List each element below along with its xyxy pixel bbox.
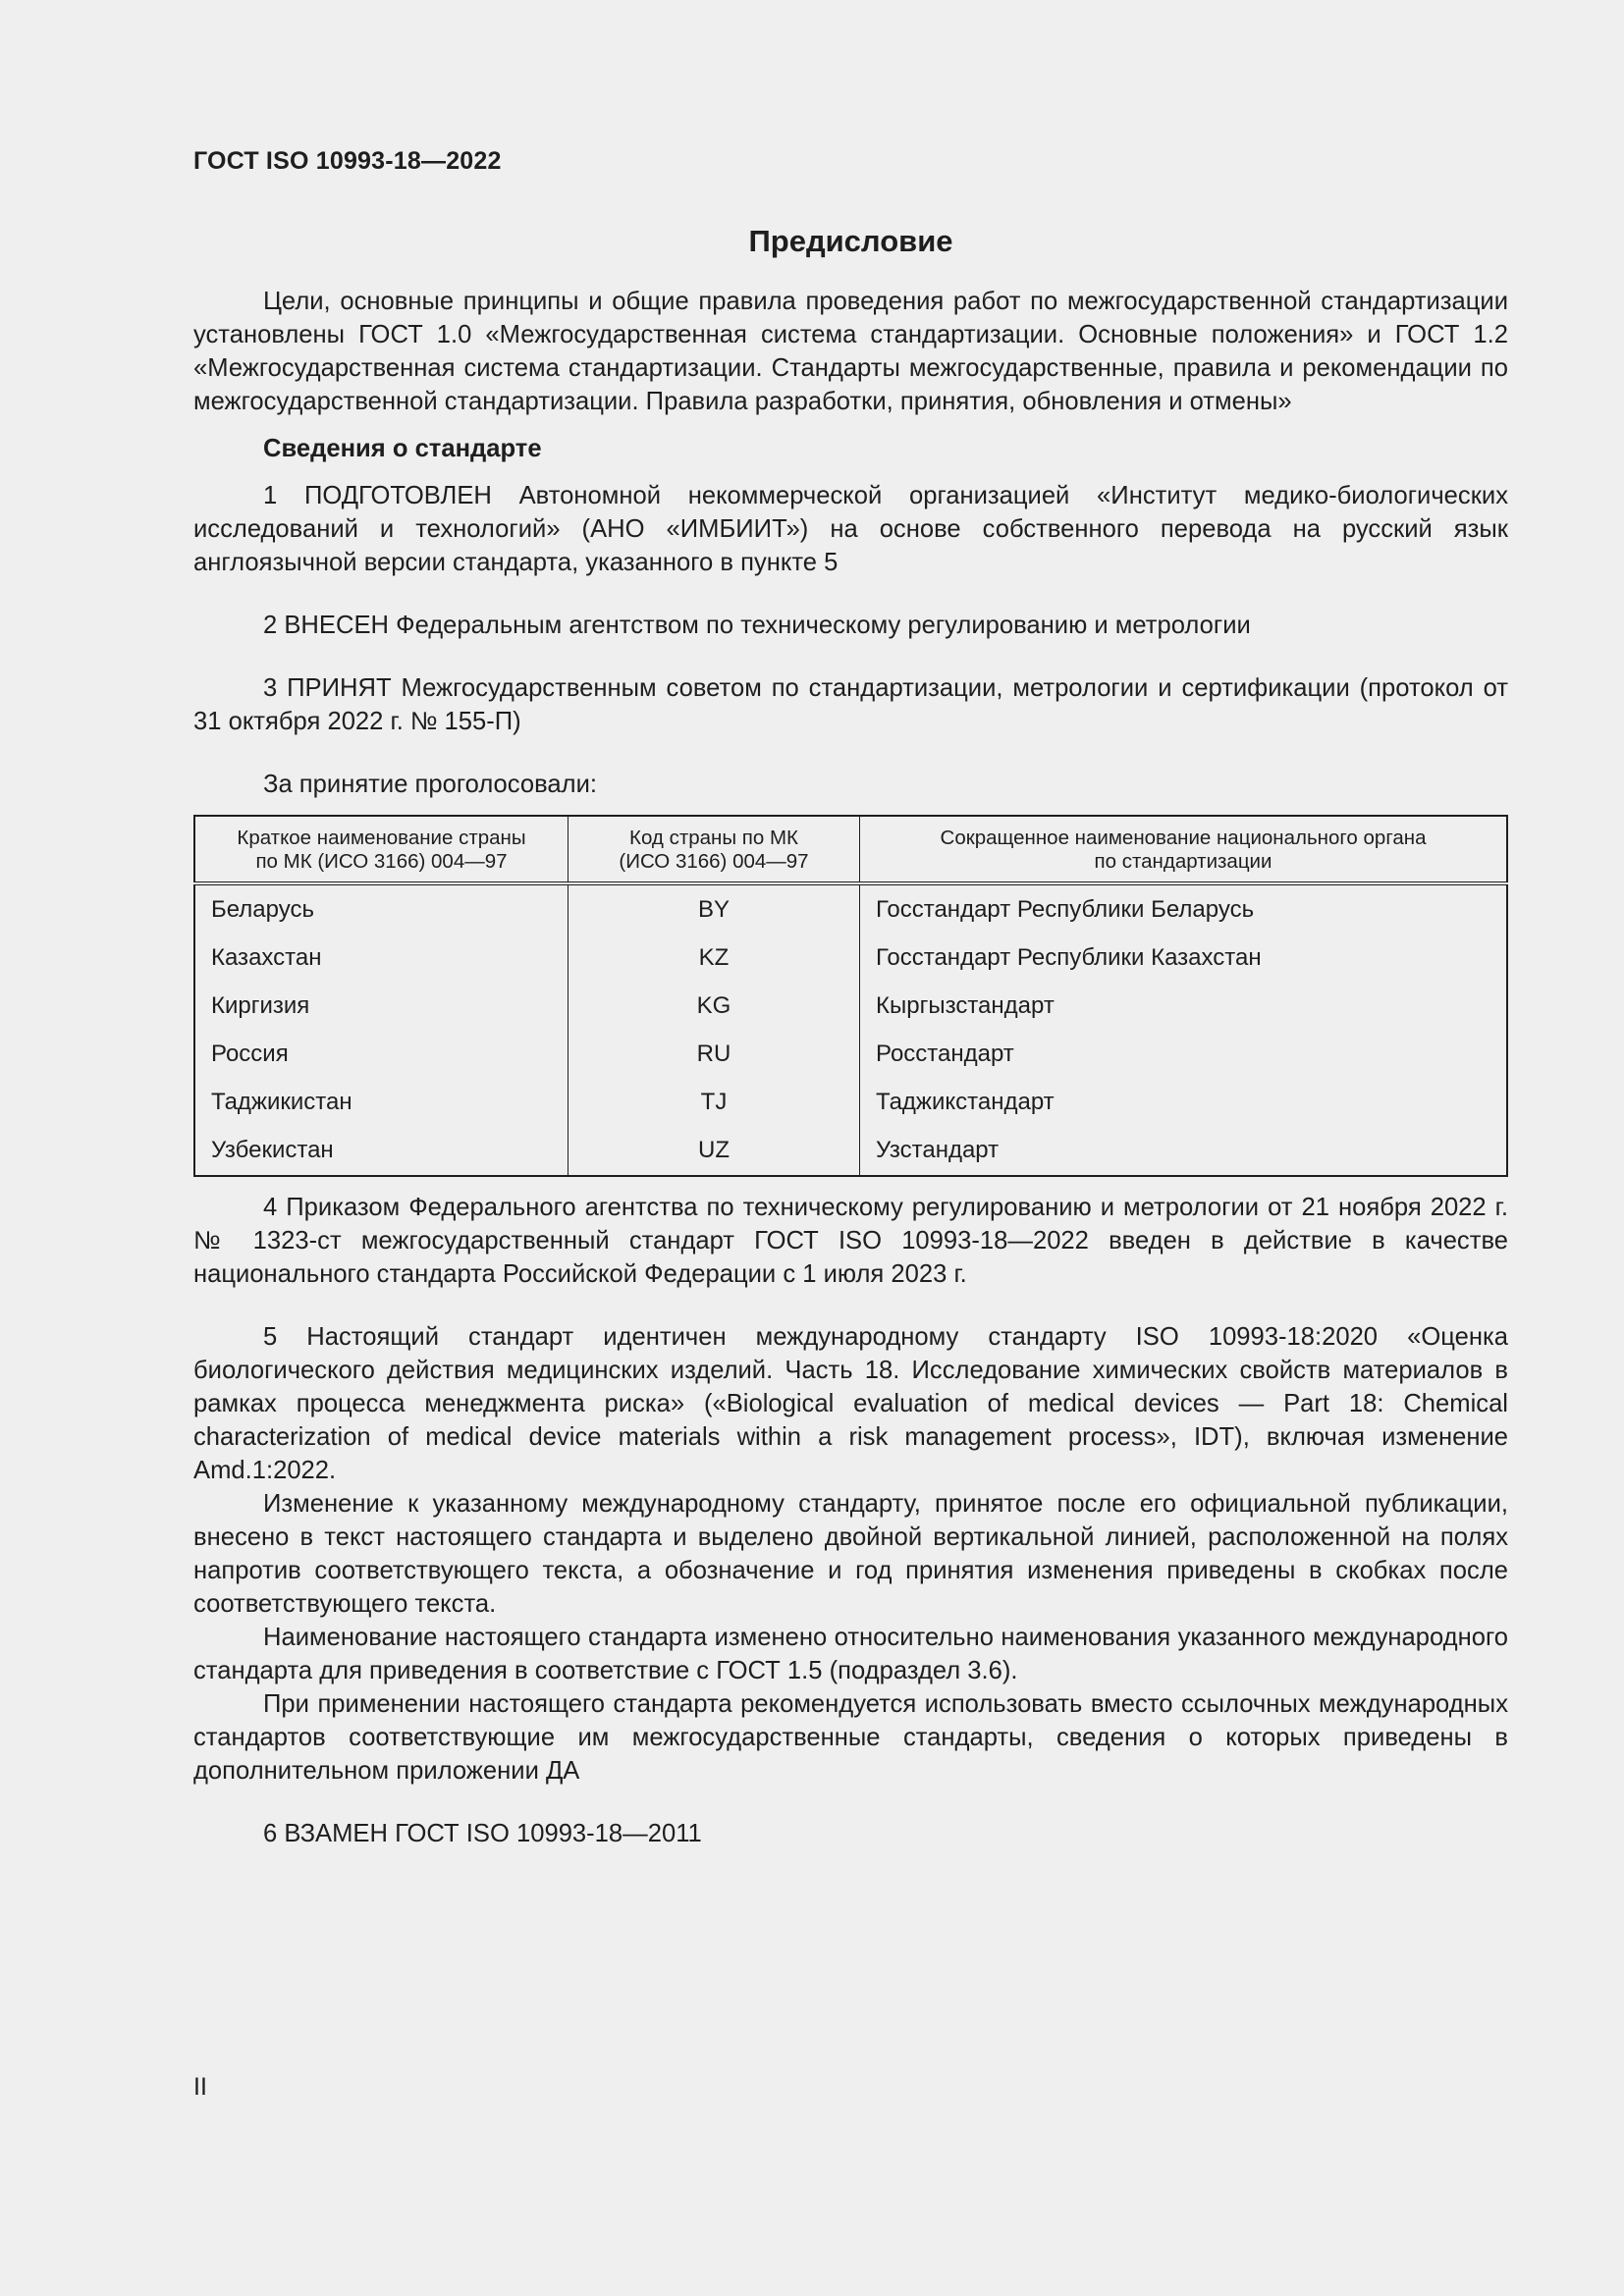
country-cell: Узбекистан: [211, 1137, 334, 1163]
code-cell: BY: [568, 883, 860, 934]
item-2-paragraph: 2 ВНЕСЕН Федеральным агентством по техническому регулированию и метрологии: [263, 612, 1251, 639]
item-5-title-change-paragraph: Наименование настоящего стандарта изменено относительно наименования указанного международного стандарта для приведения в соответствие с ГОСТ 1.5 (подраздел 3.6).: [193, 1624, 1508, 1684]
item-5-paragraph: 5 Настоящий стандарт идентичен международному стандарту ISO 10993-18:2020 «Оценка биологического действия медицинских изделий. Часть 18. Исследование химических свойств материалов в рамках процесса менеджмента риска» («Biological evaluation of medical devices — Part 18: Chemical characterization of medical device materials within a risk management process», IDT), включая изменение Amd.1:2022.: [193, 1323, 1508, 1484]
item-5-amendment-paragraph: Изменение к указанному международному стандарту, принятое после его официальной публикации, внесено в текст настоящего стандарта и выделено двойной вертикальной линией, расположенной на полях напротив соответствующего текста, а обозначение и год принятия изменения приведены в скобках после соответствующего текста.: [193, 1490, 1508, 1618]
voting-countries-table: [193, 815, 1508, 1177]
country-cell: Беларусь: [211, 896, 314, 923]
body-cell: Узстандарт: [860, 1127, 1508, 1176]
body-cell: Таджикстандарт: [860, 1079, 1508, 1127]
code-cell: TJ: [568, 1079, 860, 1127]
document-page: [193, 0, 1508, 2296]
item-6-paragraph: 6 ВЗАМЕН ГОСТ ISO 10993-18—2011: [263, 1820, 702, 1847]
item-3-paragraph: 3 ПРИНЯТ Межгосударственным советом по стандартизации, метрологии и сертификации (протокол от 31 октября 2022 г. № 155-П): [193, 674, 1508, 735]
country-cell: Таджикистан: [211, 1089, 352, 1115]
document-code: ГОСТ ISO 10993-18—2022: [193, 147, 502, 175]
body-cell: Росстандарт: [860, 1031, 1508, 1079]
item-1-paragraph: 1 ПОДГОТОВЛЕН Автономной некоммерческой организацией «Институт медико-биологических исследований и технологий» (АНО «ИМБИИТ») на основе собственного перевода на русский язык англоязычной версии стандарта, указанного в пункте 5: [193, 482, 1508, 576]
country-cell: Россия: [211, 1041, 289, 1067]
column-header-code: Код страны по МК (ИСО 3166) 004—97: [568, 816, 860, 883]
code-cell: KG: [568, 983, 860, 1031]
body-cell: Госстандарт Республики Беларусь: [860, 883, 1508, 934]
voted-label: За принятие проголосовали:: [263, 771, 597, 798]
table-row: [194, 1127, 1507, 1176]
page-number: II: [193, 2073, 207, 2101]
body-cell: Кыргызстандарт: [860, 983, 1508, 1031]
table-row: [194, 883, 1507, 934]
country-cell: Казахстан: [211, 944, 322, 971]
table-header-row: [194, 816, 1507, 883]
code-cell: UZ: [568, 1127, 860, 1176]
body-cell: Госстандарт Республики Казахстан: [860, 934, 1508, 983]
page-title: Предисловие: [748, 224, 953, 258]
country-cell: Киргизия: [211, 992, 310, 1019]
table-row: [194, 934, 1507, 983]
document-body: [193, 285, 1508, 1850]
table-row: [194, 983, 1507, 1031]
code-cell: KZ: [568, 934, 860, 983]
column-header-country: Краткое наименование страны по МК (ИСО 3166) 004—97: [194, 816, 568, 883]
intro-paragraph: Цели, основные принципы и общие правила проведения работ по межгосударственной стандартизации установлены ГОСТ 1.0 «Межгосударственная система стандартизации. Основные положения» и ГОСТ 1.2 «Межгосударственная система стандартизации. Стандарты межгосударственные, правила и рекомендации по межгосударственной стандартизации. Правила разработки, принятия, обновления и отмены»: [193, 288, 1508, 415]
column-header-body: Сокращенное наименование национального органа по стандартизации: [860, 816, 1508, 883]
item-5-references-paragraph: При применении настоящего стандарта рекомендуется использовать вместо ссылочных международных стандартов соответствующие им межгосударственные стандарты, сведения о которых приведены в дополнительном приложении ДА: [193, 1690, 1508, 1785]
table-row: [194, 1031, 1507, 1079]
table-row: [194, 1079, 1507, 1127]
item-4-paragraph: 4 Приказом Федерального агентства по техническому регулированию и метрологии от 21 ноября 2022 г. № 1323-ст межгосударственный стандарт ГОСТ ISO 10993-18—2022 введен в действие в качестве национального стандарта Российской Федерации с 1 июля 2023 г.: [193, 1194, 1508, 1288]
section-heading: Сведения о стандарте: [263, 435, 542, 462]
code-cell: RU: [568, 1031, 860, 1079]
